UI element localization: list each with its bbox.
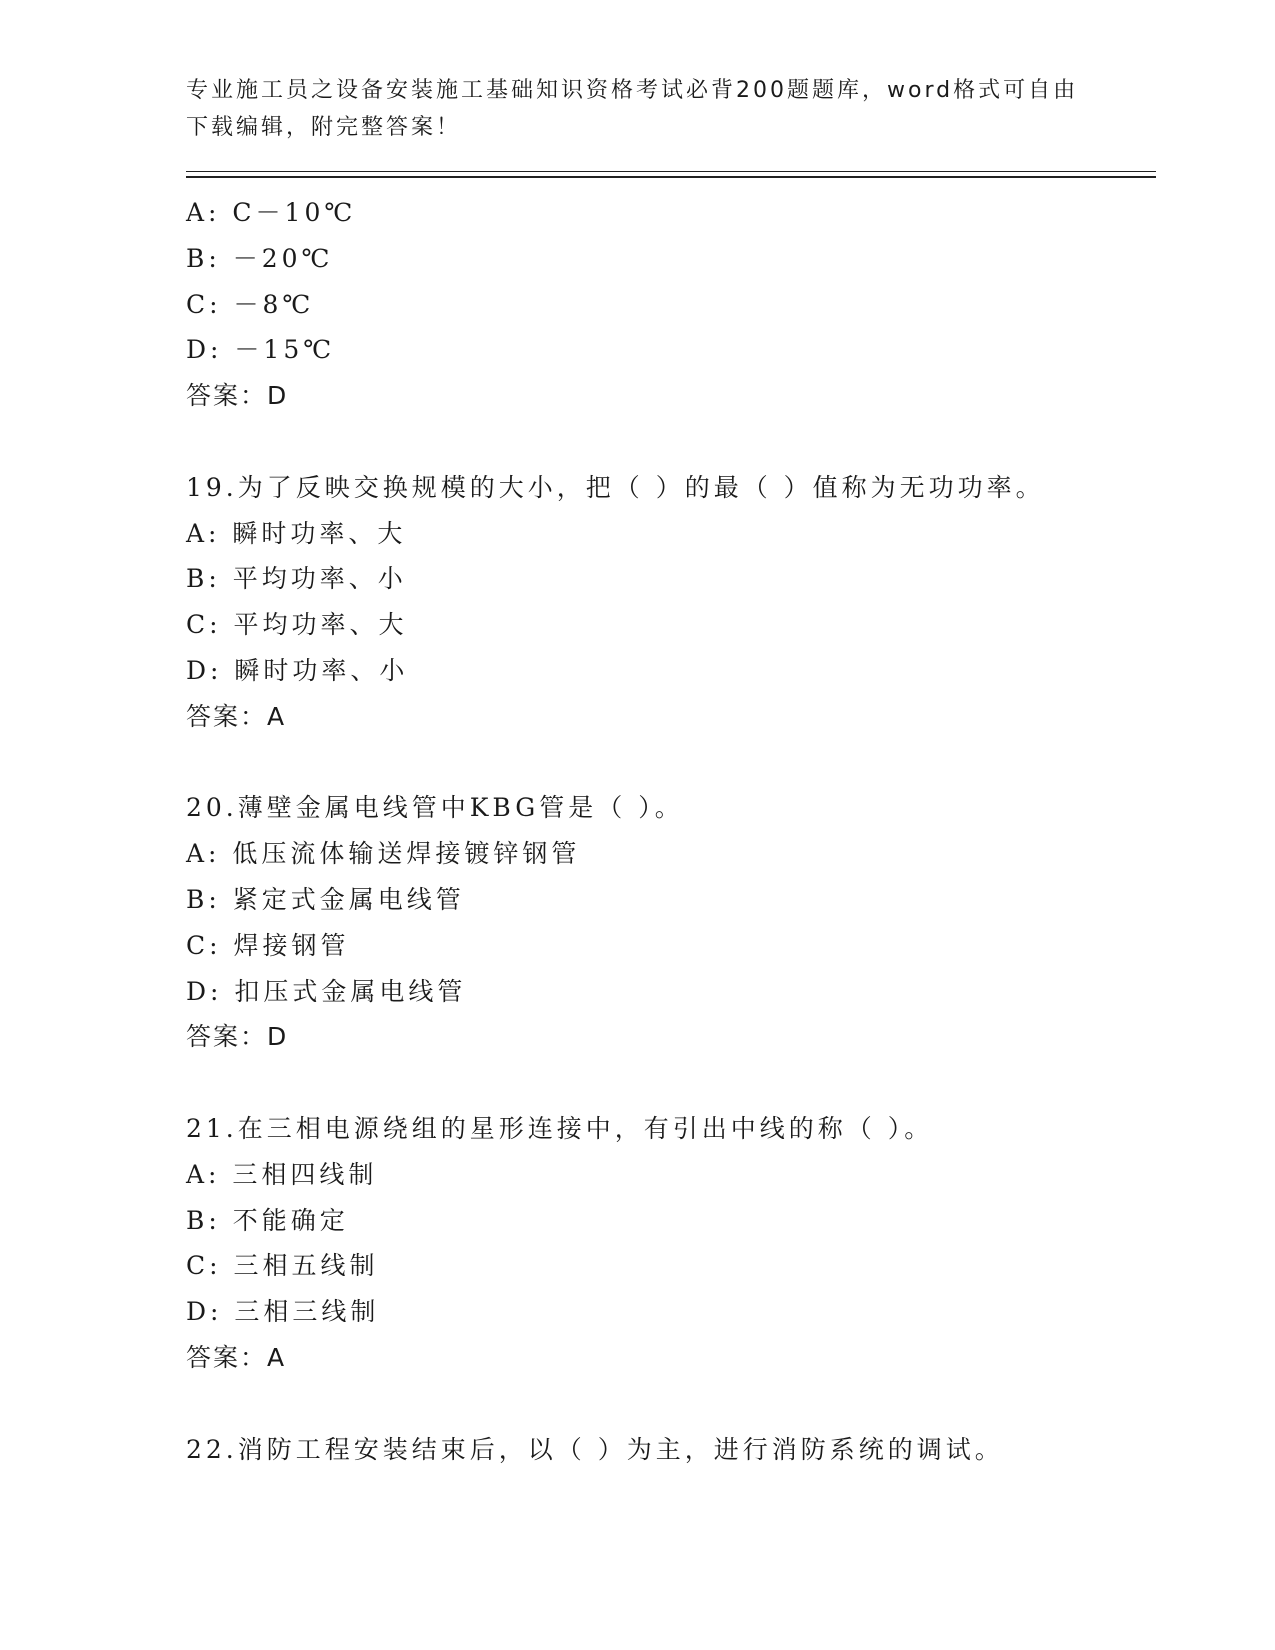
option-a: A: 低压流体输送焊接镀锌钢管 xyxy=(186,839,581,869)
answer-line: 答案：A xyxy=(186,1342,287,1372)
option-c: C: 焊接钢管 xyxy=(186,930,350,960)
option-b: B: －20℃ xyxy=(186,243,334,273)
question-text: 20.薄壁金属电线管中KBG管是（ ）。 xyxy=(186,793,684,823)
option-c: C: 三相五线制 xyxy=(186,1251,379,1281)
question-block xyxy=(186,465,1146,740)
option-d: D: 扣压式金属电线管 xyxy=(186,976,467,1006)
option-b: B: 不能确定 xyxy=(186,1205,349,1235)
option-a: A: 瞬时功率、大 xyxy=(186,518,407,548)
option-d: D: －15℃ xyxy=(186,335,336,365)
question-text: 22.消防工程安装结束后，以（ ）为主，进行消防系统的调试。 xyxy=(186,1434,1004,1464)
option-c: C: －8℃ xyxy=(186,289,315,319)
header-rule-top xyxy=(186,171,1156,172)
header-line-2: 下载编辑，附完整答案！ xyxy=(186,115,462,140)
option-c: C: 平均功率、大 xyxy=(186,610,408,640)
option-a: A: 三相四线制 xyxy=(186,1159,378,1189)
answer-line: 答案：D xyxy=(186,381,289,411)
document-header xyxy=(186,72,1086,146)
question-block xyxy=(186,785,1146,1060)
option-a: A: C－10℃ xyxy=(186,198,357,227)
answer-line: 答案：D xyxy=(186,1022,289,1052)
spacer xyxy=(186,1060,1146,1106)
header-rule-bottom xyxy=(186,176,1156,178)
answer-line: 答案：A xyxy=(186,701,287,731)
spacer xyxy=(186,419,1146,465)
header-line-1: 专业施工员之设备安装施工基础知识资格考试必背200题题库，word格式可自由 xyxy=(186,78,1079,103)
question-block xyxy=(186,1106,1146,1381)
option-b: B: 平均功率、小 xyxy=(186,564,407,594)
question-list xyxy=(186,190,1146,1472)
question-text: 21.在三相电源绕组的星形连接中，有引出中线的称（ ）。 xyxy=(186,1113,934,1143)
option-d: D: 三相三线制 xyxy=(186,1297,380,1327)
question-text: 19.为了反映交换规模的大小，把（ ）的最（ ）值称为无功功率。 xyxy=(186,472,1045,502)
question-block xyxy=(186,190,1146,419)
option-d: D: 瞬时功率、小 xyxy=(186,655,409,685)
option-b: B: 紧定式金属电线管 xyxy=(186,884,465,914)
spacer xyxy=(186,1381,1146,1427)
spacer xyxy=(186,740,1146,786)
question-block xyxy=(186,1427,1146,1473)
